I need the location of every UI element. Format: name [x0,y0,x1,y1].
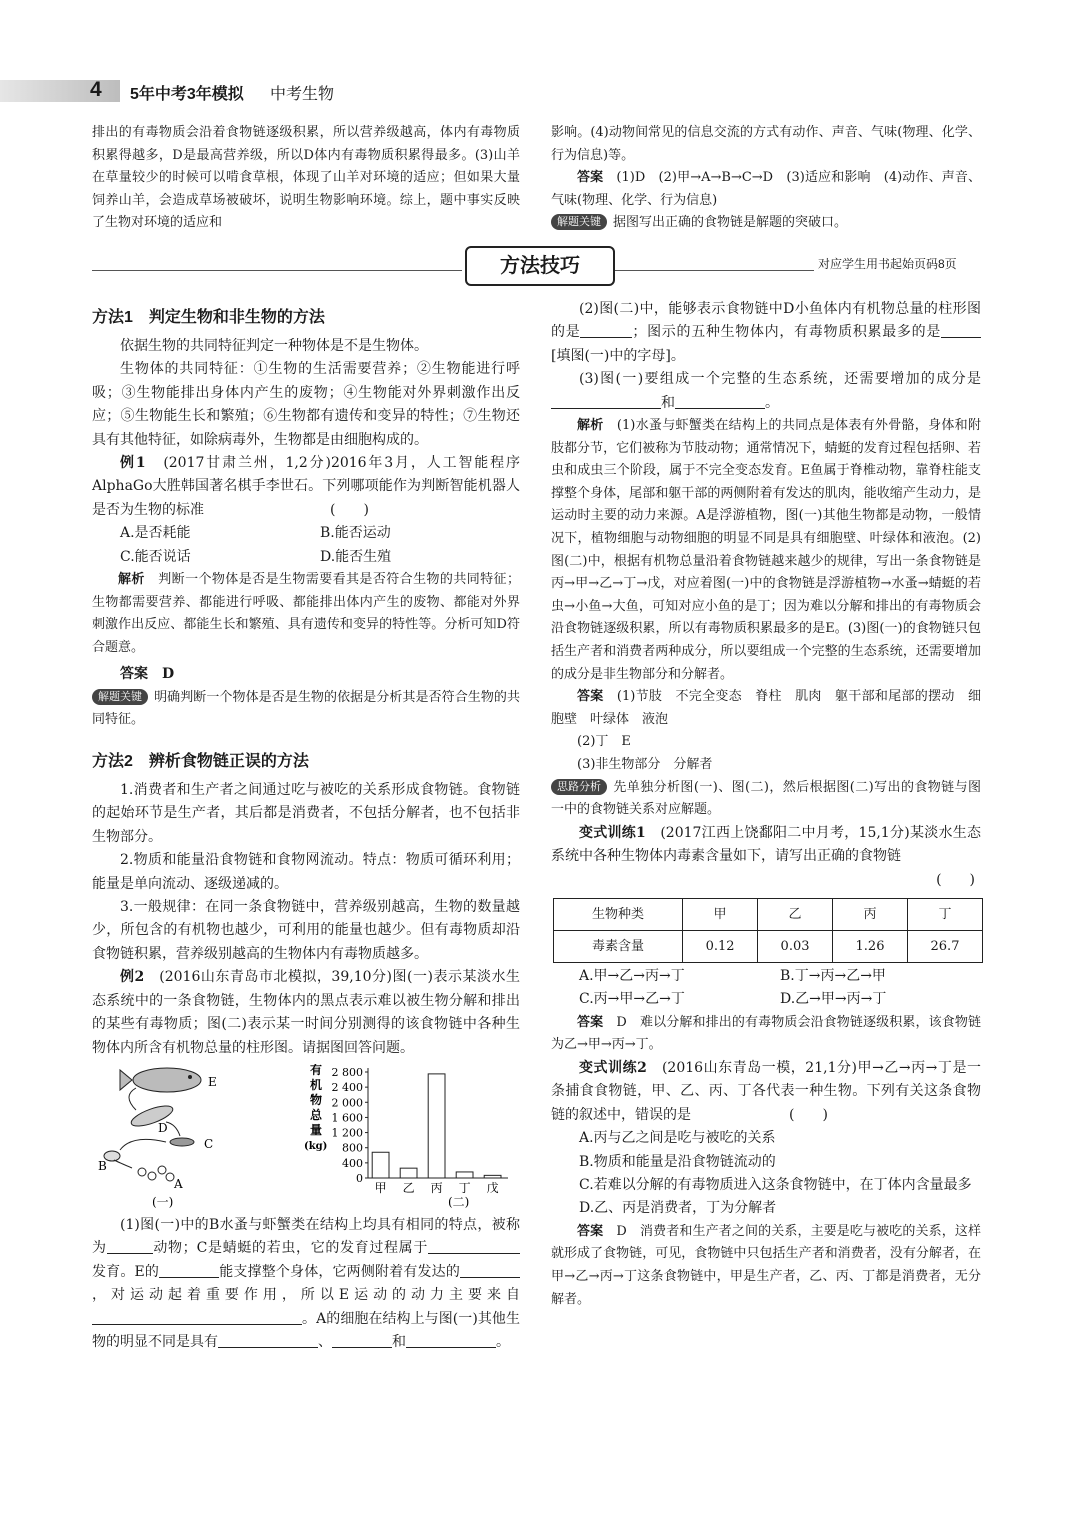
blank[interactable] [332,1333,392,1348]
left-column [92,298,520,1354]
arrow-b-c [120,1139,166,1150]
method2-point3: 3.一般规律：在同一条食物链中，营养级别越高，生物的数量越少，所包含的有机物也越少，可利用的能量也越少。但有毒物质却沿食物链积累，营养级别越高的生物体内有毒物质越多。 [92,899,520,962]
subject-title: 中考生物 [270,86,335,103]
variant1-answer: 答案 D 难以分解和排出的有毒物质会沿食物链逐级积累，该食物链为乙→甲→丙→丁。 [551,1014,981,1053]
y-tick-label: 1 200 [331,1126,363,1140]
label-a: A [174,1176,183,1191]
table-cell: 0.12 [683,930,758,962]
bar [372,1152,389,1178]
x-tick-label: 甲 [374,1180,387,1195]
bar [428,1074,445,1178]
option-c: C.能否说话 [120,548,191,565]
method2-title: 方法2 辨析食物链正误的方法 [92,753,309,771]
blank[interactable] [580,323,632,338]
carryover-paragraph-right: 影响。(4)动物间常见的信息交流的方式有动作、声音、气味(物理、化学、行为信息)等。 [551,125,981,163]
top-key: 解题关键 据图写出正确的食物链是解题的突破口。 [551,212,981,235]
y-tick-label: 0 [356,1171,363,1185]
variant2-option-c: C.若难以分解的有毒物质进入这条食物链中，在丁体内含量最多 [579,1176,972,1193]
example2-answer-3: (3)非生物部分 分解者 [577,756,713,772]
x-tick-label: 乙 [402,1180,415,1195]
question3: (3)图(一)要组成一个完整的生态系统，还需要增加的成分是和 。 [551,368,981,415]
blank[interactable] [428,1239,520,1254]
toxin-table [553,898,983,963]
y-axis-label-5: 量 [310,1122,323,1137]
page-number: 4 [90,78,102,101]
table-cell: 毒素含量 [554,930,683,962]
x-tick-label: 丁 [458,1180,471,1195]
y-tick-label: 2 400 [331,1081,363,1095]
x-tick-label: 戊 [486,1180,499,1195]
y-tick-label: 2 000 [331,1096,363,1110]
variant1-paren: ( ) [936,871,975,888]
example1-analysis: 解析 判断一个物体是否是生物需要看其是否符合生物的共同特征；生物都需要营养、都能进行呼吸、都能排出体内产生的废物、都能对外界刺激作出反应、都能生长和繁殖、具有遗传和变异的特性等。分析可知D符合题意。 [92,572,520,655]
y-tick-label: 800 [342,1141,363,1155]
option-b: B.丁→丙→乙→甲 [780,967,886,984]
table-row [554,898,983,930]
table-cell: 甲 [683,898,758,930]
figure1-caption: (一) [152,1194,174,1209]
top-right-text [551,122,981,235]
y-axis-label-1: 有 [310,1063,323,1077]
top-left-text [92,122,520,235]
figure-area [92,1064,520,1214]
label-e: E [208,1074,217,1089]
option-c: C.丙→甲→乙→丁 [579,991,685,1008]
thinking-badge: 思路分析 [551,779,607,795]
option-a: A.是否耗能 [120,525,191,542]
big-fish-icon [120,1068,201,1092]
variant1: 变式训练1 (2017江西上饶鄱阳二中月考，15,1分)某淡水生态系统中各种生物体内毒素含量如下，请写出正确的食物链 [551,824,982,865]
blank[interactable] [941,323,981,338]
y-tick-label: 2 800 [331,1065,363,1079]
arrow-d-e [129,1088,136,1110]
arrow-a-b [114,1160,132,1168]
option-d: D.能否生殖 [320,548,392,565]
y-tick-label: 400 [342,1156,363,1170]
thinking-analysis: 思路分析 先单独分析图(一)、图(二)，然后根据图(二)写出的食物链与图一中的食物链关系对应解题。 [551,779,981,818]
bar [456,1172,473,1178]
blank[interactable] [460,1263,520,1278]
table-row [554,930,983,962]
key-badge: 解题关键 [551,214,607,230]
y-axis-label-4: 总 [310,1107,323,1122]
example2-answer-2: (2)丁 E [577,734,631,750]
key-badge: 解题关键 [92,689,148,705]
method1-features: 生物体的共同特征：①生物的生活需要营养；②生物能进行呼吸；③生物能排出身体内产生的废物；④生物能对外界刺激作出反应；⑤生物能生长和繁殖；⑥生物都有遗传和变异的特性；⑦生物还具有其他特征，如除病毒外，生物都是由细胞构成的。 [92,361,520,448]
option-d: D.乙→甲→丙→丁 [780,991,887,1008]
option-a: A.甲→乙→丙→丁 [579,967,685,984]
method1-intro: 依据生物的共同特征判定一种物体是不是生物体。 [120,338,428,354]
table-cell: 生物种类 [554,898,683,930]
method2-point2: 2.物质和能量沿食物链和食物网流动。特点：物质可循环利用；能量是单向流动、逐级递减的。 [92,852,520,892]
example2-answer-1: 答案 (1)节肢 不完全变态 脊柱 肌肉 躯干部和尾部的摆动 细胞壁 叶绿体 液泡 [551,689,981,727]
blank[interactable] [218,1333,318,1348]
variant2-option-b: B.物质和能量是沿食物链流动的 [579,1153,776,1170]
banner-rule-right [614,270,814,271]
example1-answer: 答案 D [120,666,175,683]
top-answer: 答案 (1)D (2)甲→A→B→C→D (3)适应和影响 (4)动作、声音、气味(物理、化学、行为信息) [551,170,981,208]
blank[interactable] [159,1263,219,1278]
method1-title: 方法1 判定生物和非生物的方法 [92,309,325,326]
banner-rule-left [92,270,462,271]
arrow-c-d [166,1122,180,1136]
blank[interactable] [675,394,765,409]
question1: (1)图(一)中的B水蚤与虾蟹类在结构上均具有相同的特点，被称为 动物；C是蜻蜓的若虫，它的发育过程属于发育。E的 能支撑整个身体，它两侧附着有发达的，对运动起着重要作用，所以E运动的动力主要来自。A的细胞在结构上与图(一)其他生物的明显不同是具有 、 和 。 [92,1216,520,1350]
variant2-answer: 答案 D 消费者和生产者之间的关系，主要是吃与被吃的关系，这样就形成了食物链，可见，食物链中只包括生产者和消费者，没有分解者，在甲→乙→丙→丁这条食物链中，甲是生产者，乙、丙、丁都是消费者，无分解者。 [551,1223,981,1307]
question2: (2)图(二)中，能够表示食物链中D小鱼体内有机物总量的柱形图的是 ；图示的五种生物体内，有毒物质积累最多的是[填图(一)中的字母]。 [551,301,981,364]
page-reference: 对应学生用书起始页码8页 [818,257,957,271]
organic-matter-bar-chart [302,1064,522,1214]
option-b: B.能否运动 [320,525,391,542]
figure2-caption: (二) [448,1194,470,1209]
table-cell: 0.03 [758,930,833,962]
table-cell: 26.7 [907,930,982,962]
table-cell: 丁 [907,898,982,930]
example1-options [92,522,520,569]
method2-point1: 1.消费者和生产者之间通过吃与被吃的关系形成食物链。食物链的起始环节是生产者，其后都是消费者，不包括分解者，也不包括非生物部分。 [92,782,520,845]
label-b: B [98,1158,107,1173]
variant2: 变式训练2 (2016山东青岛一模，21,1分)甲→乙→丙→丁是一条捕食食物链，甲、乙、丙、丁各代表一种生物。下列有关这条食物链的叙述中，错误的是 ( ) [551,1059,981,1123]
y-axis-label-2: 机 [310,1077,323,1092]
plankton-icon [138,1166,174,1181]
label-c: C [204,1136,214,1151]
example1-key: 解题关键 明确判断一个物体是否是生物的依据是分析其是否符合生物的共同特征。 [92,689,520,728]
x-tick-label: 丙 [430,1180,443,1195]
food-chain-illustration [92,1064,292,1214]
header-bar [0,80,120,102]
table-cell: 乙 [758,898,833,930]
bar [484,1175,501,1178]
bar [400,1168,417,1178]
right-column [551,298,981,1311]
blank[interactable] [92,1310,302,1325]
example1: 例1 (2017甘肃兰州，1,2分)2016年3月，人工智能程序AlphaGo大胜韩国著名棋手李世石。下列哪项能作为判断智能机器人是否为生物的标准 ( ) [92,455,520,518]
table-cell: 丙 [833,898,908,930]
example2-analysis: 解析 (1)水蚤与虾蟹类在结构上的共同点是体表有外骨骼，身体和附肢都分节，它们被称为节肢动物；通常情况下，蜻蜓的发育过程包括卵、若虫和成虫三个阶段，属于不完全变态发育。E鱼属于脊椎动物，靠脊柱能支撑整个身体，尾部和躯干部的两侧附着有发达的肌肉，能收缩产生动力，是运动时主要的动力来源。A是浮游植物，图(一)其他生物都是动物，一般情况下，植物细胞与动物细胞的明显不同是具有细胞壁、叶绿体和液泡。(2)图(二)中，根据有机物总量沿着食物链越来越少的规律，写出一条食物链是丙→甲→乙→丁→戊，对应着图(一)中的食物链是浮游植物→水蚤→蜻蜓的若虫→小鱼→大鱼，可知对应小鱼的是丁；因为难以分解和排出的有毒物质会沿食物链逐级积累，所以有毒物质积累最多的是E。(3)图(一)的食物链只包括生产者和消费者两种成分，所以要组成一个完整的生态系统，还需要增加的成分是非生物部分和分解者。 [551,418,981,682]
blank[interactable] [406,1333,496,1348]
dragonfly-nymph-icon [170,1138,194,1146]
label-d: D [158,1120,168,1135]
series-title: 5年中考3年模拟 [130,86,244,103]
variant2-option-d: D.乙、丙是消费者，丁为分解者 [579,1200,777,1217]
variant1-options [551,965,981,1012]
blank[interactable] [107,1239,153,1254]
carryover-paragraph: 排出的有毒物质会沿着食物链逐级积累，所以营养级越高，体内有毒物质积累得越多，D是最高营养级，所以D体内有毒物质积累得最多。(3)山羊在草量较少的时候可以啃食草根，体现了山羊对环境的适应；但如果大量饲养山羊，会造成草场被破坏，说明生物影响环境。综上，题中事实反映了生物对环境的适应和 [92,125,520,231]
small-fish-icon [129,1102,175,1130]
y-axis-label-3: 物 [310,1092,323,1107]
blank[interactable] [551,394,661,409]
table-cell: 1.26 [833,930,908,962]
section-banner: 方法技巧 [465,246,615,286]
y-axis-unit: (kg) [304,1140,328,1152]
variant2-option-a: A.丙与乙之间是吃与被吃的关系 [579,1130,776,1147]
example2: 例2 (2016山东青岛市北模拟，39,10分)图(一)表示某淡水生态系统中的一条食物链，生物体内的黑点表示难以被生物分解和排出的某些有毒物质；图(二)表示某一时间分别测得的该食物链中各种生物体内所含有机物总量的柱形图。请据图回答问题。 [92,969,520,1056]
y-tick-label: 1 600 [331,1111,363,1125]
